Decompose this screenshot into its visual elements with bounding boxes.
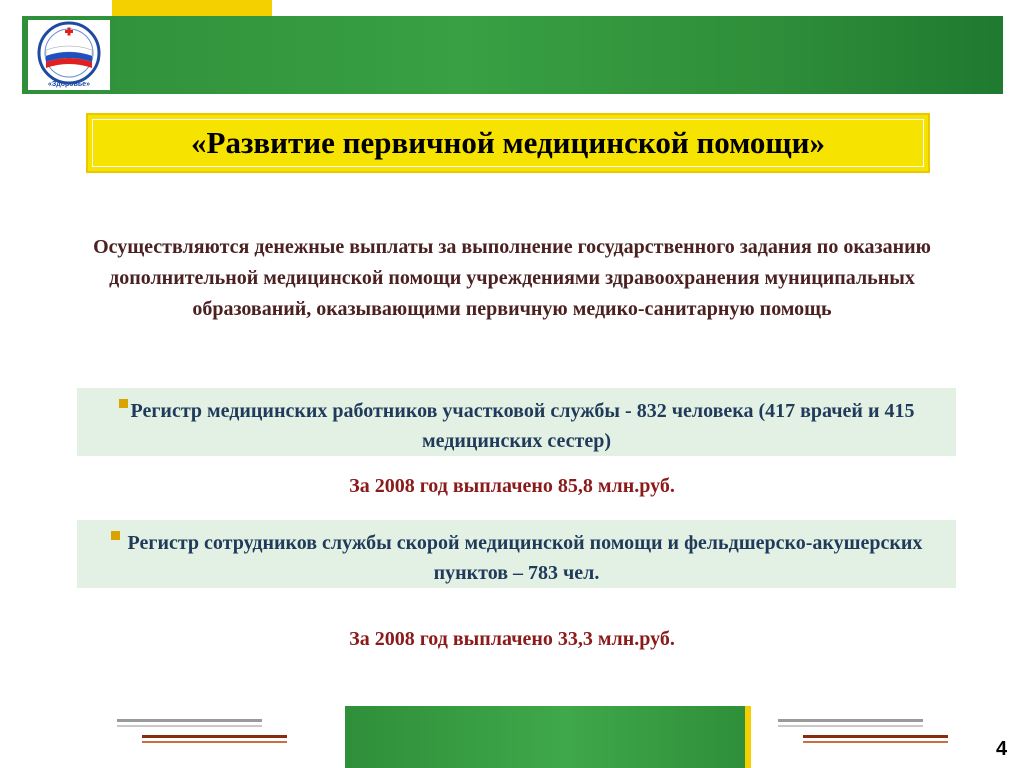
square-bullet-icon: [111, 531, 120, 540]
footer-green-block: [345, 706, 745, 768]
paid-amount-1: За 2008 год выплачено 85,8 млн.руб.: [349, 475, 675, 497]
top-yellow-tab: [112, 0, 272, 16]
page-number: 4: [996, 738, 1008, 760]
national-project-health-logo-icon: [28, 20, 110, 90]
intro-text: Осуществляются денежные выплаты за выполнение государственного задания по оказанию дополнительной медицинской помощи учреждениями здравоохранения муниципальных образований, оказывающими первичную медико-санитарную помощь: [93, 236, 931, 320]
paid-amount-2: За 2008 год выплачено 33,3 млн.руб.: [349, 628, 675, 650]
logo-bottom-text: «Здоровье»: [48, 81, 90, 88]
footer-decor-lines-right: [778, 716, 948, 744]
footer-decor-lines-left: [117, 716, 287, 744]
register-text-2: Регистр сотрудников службы скорой медицинской помощи и фельдшерско-акушерских пунктов – 783 чел.: [122, 532, 923, 584]
register-box-1: [77, 388, 956, 456]
square-bullet-icon: [119, 399, 128, 408]
page-title: «Развитие первичной медицинской помощи»: [191, 125, 825, 160]
logo: [28, 20, 110, 90]
register-box-2: [77, 520, 956, 588]
footer-yellow-strip: [745, 706, 751, 768]
title-box: [86, 113, 930, 173]
register-text-1: Регистр медицинских работников участковой службы - 832 человека (417 врачей и 415 медицинских сестер): [130, 400, 915, 452]
header-band: [22, 16, 1003, 94]
